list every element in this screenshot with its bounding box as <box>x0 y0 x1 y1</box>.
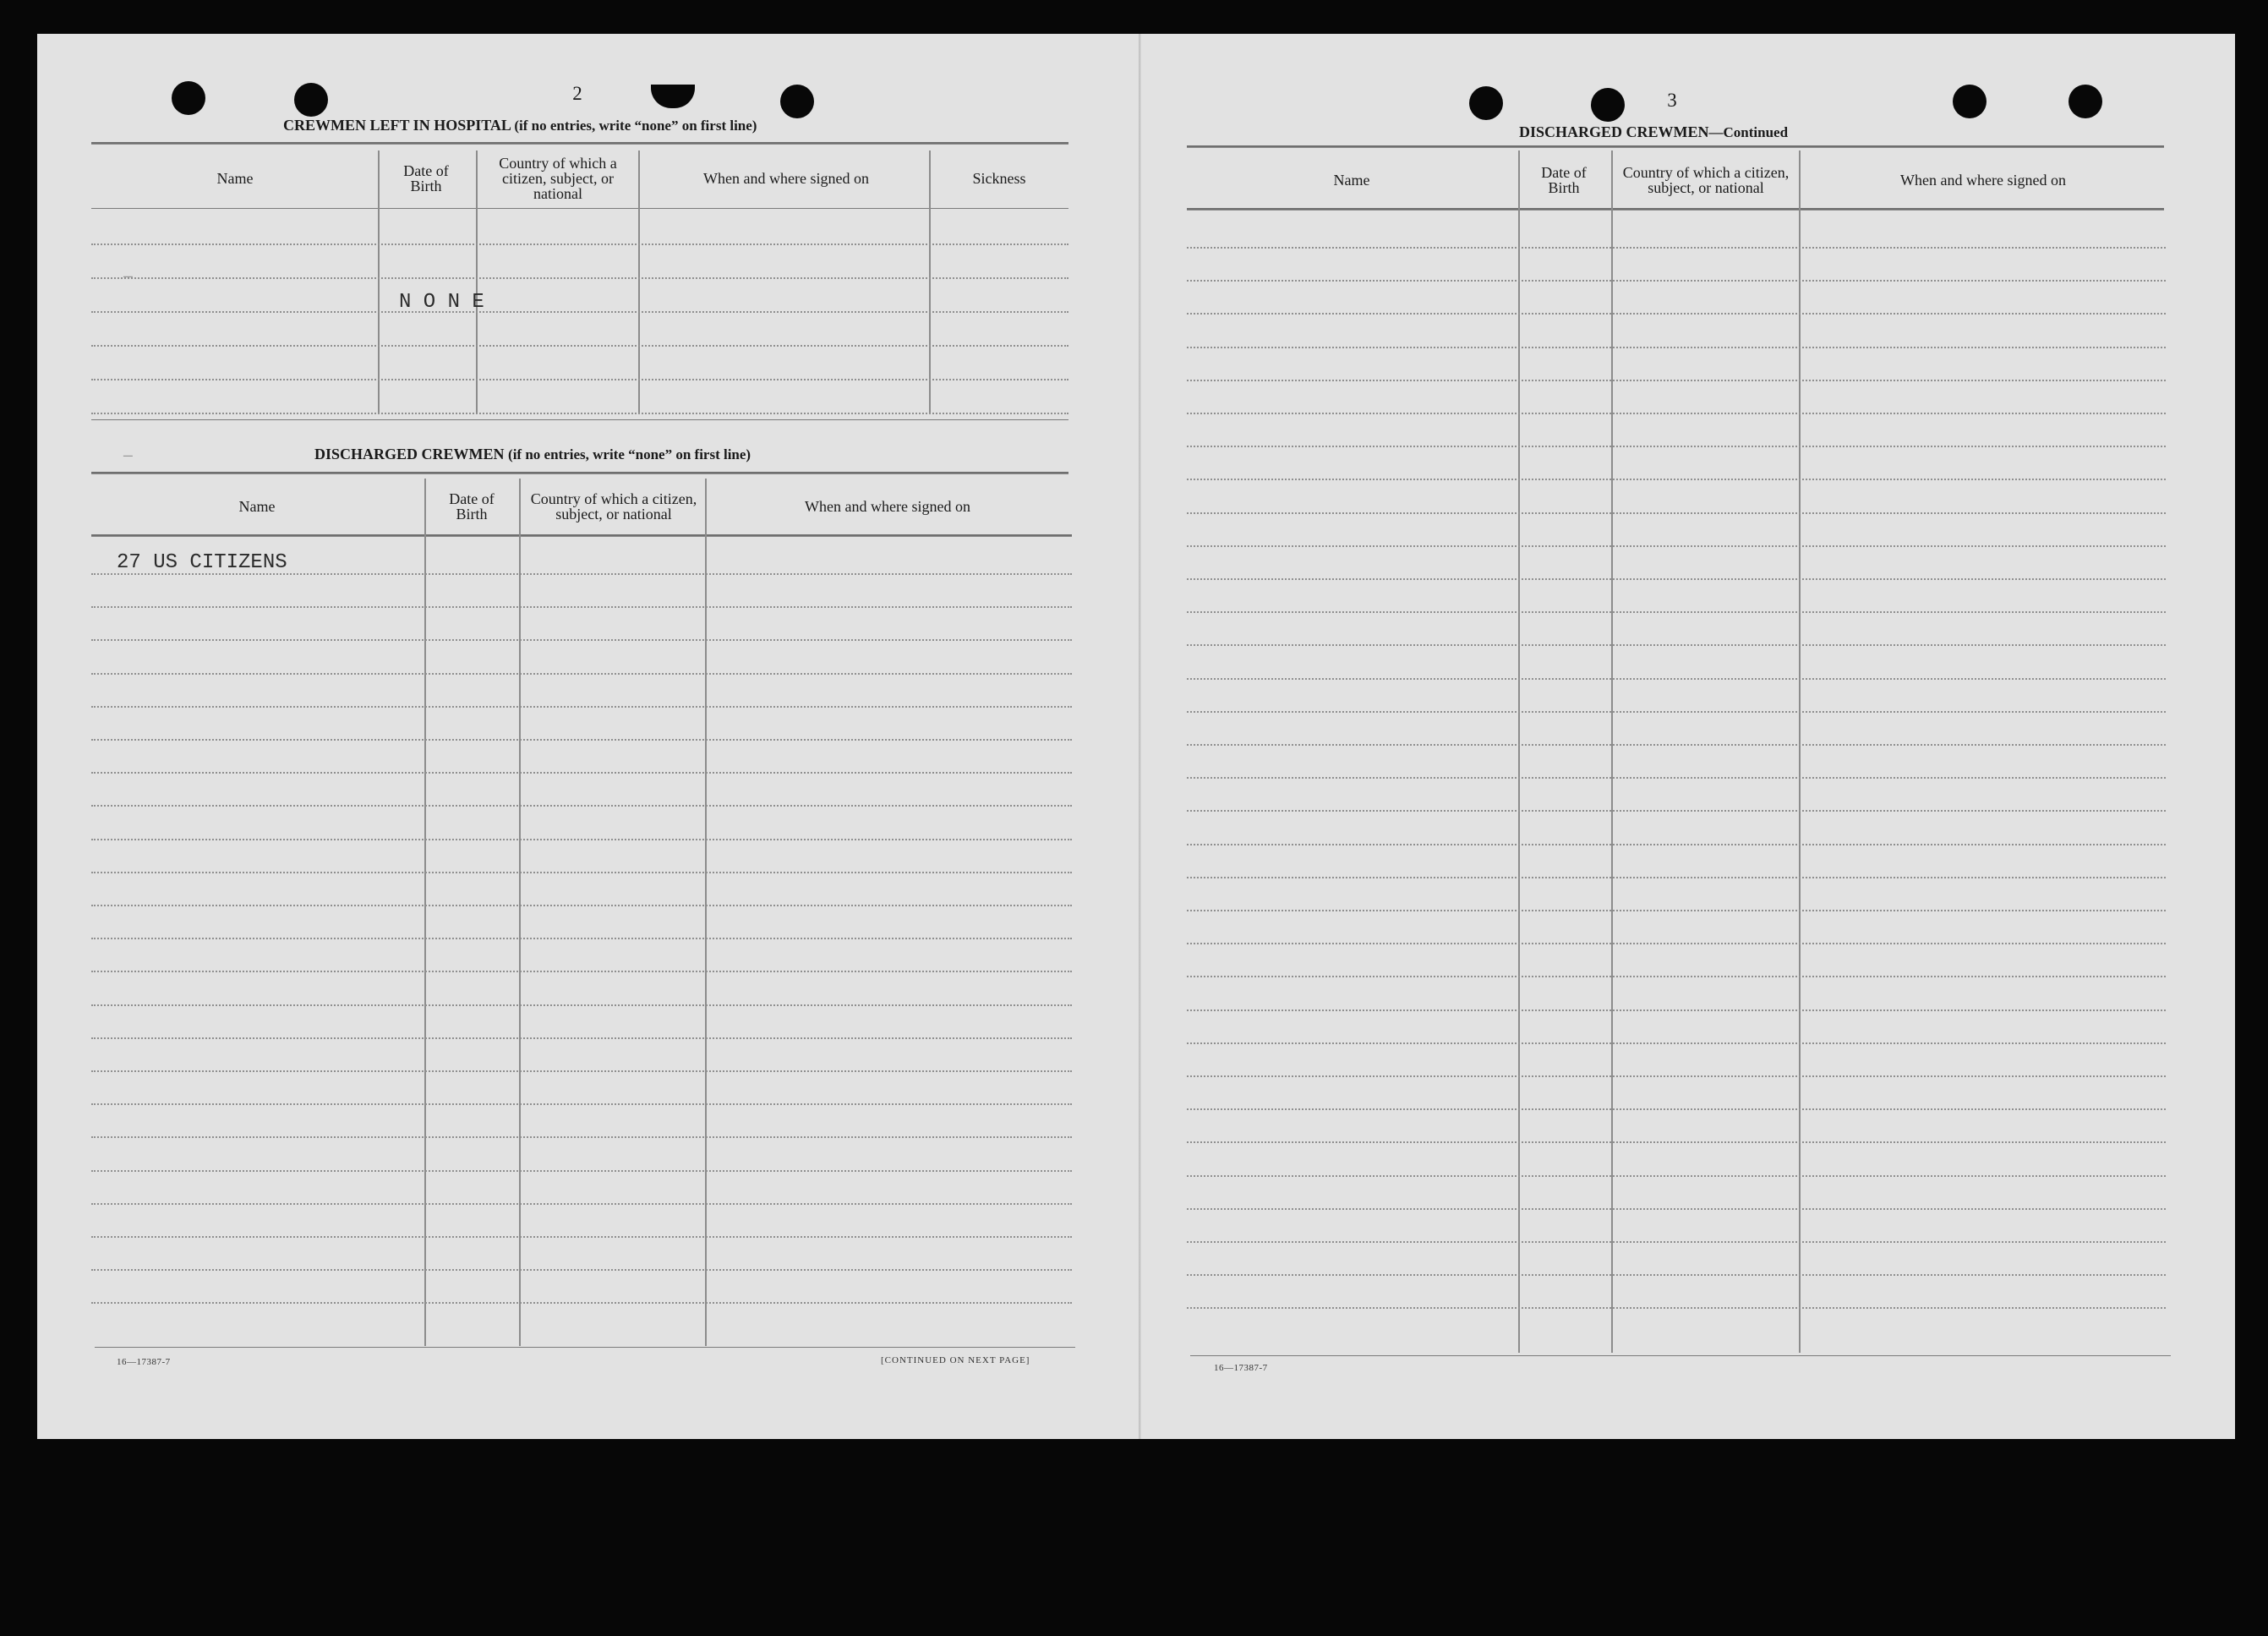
ruled-line <box>1187 1175 2166 1177</box>
ruled-line <box>1187 1141 2166 1143</box>
hospital-row-line <box>91 413 1068 414</box>
hospital-divider <box>378 150 380 414</box>
discharged-section-title <box>314 446 751 463</box>
hospital-divider <box>638 150 640 414</box>
hospital-title-text: CREWMEN LEFT IN HOSPITAL <box>283 117 511 134</box>
right-title-text: DISCHARGED CREWMEN <box>1519 123 1709 140</box>
right-col-name: Name <box>1333 172 1370 189</box>
hospital-instruction: (if no entries, write “none” on first line) <box>514 118 757 134</box>
ruled-line <box>1187 578 2166 580</box>
right-col-country: Country of which a citizen, subject, or national <box>1622 164 1790 196</box>
ruled-line <box>1187 1307 2166 1309</box>
hospital-top-rule <box>91 142 1068 145</box>
ruled-line <box>91 872 1072 873</box>
discharged-col-country: Country of which a citizen, subject, or national <box>530 490 697 523</box>
ruled-line <box>1187 844 2166 845</box>
ruled-line <box>1187 512 2166 514</box>
ruled-line <box>1187 479 2166 480</box>
left-page-number: 2 <box>572 83 582 104</box>
hospital-col-dob: Date of Birth <box>403 162 449 194</box>
ruled-line <box>91 606 1072 608</box>
discharged-col-signed-on: When and where signed on <box>805 498 970 515</box>
right-title-suffix: —Continued <box>1708 124 1789 140</box>
ruled-line <box>1187 744 2166 746</box>
right-divider <box>1799 150 1801 1353</box>
ruled-line <box>1187 877 2166 878</box>
ruled-line <box>91 938 1072 939</box>
ruled-line <box>1187 247 2166 249</box>
punch-hole <box>2069 85 2102 118</box>
discharged-col-dob: Date of Birth <box>449 490 495 523</box>
ruled-line <box>1187 1274 2166 1276</box>
ruled-line <box>1187 1208 2166 1210</box>
hospital-col-country: Country of which a citizen, subject, or national <box>499 155 617 202</box>
ruled-line <box>1187 644 2166 646</box>
bleed-through-mark: — <box>123 448 133 465</box>
ruled-line <box>91 839 1072 840</box>
ruled-line <box>1187 910 2166 911</box>
ruled-line <box>1187 1010 2166 1011</box>
ruled-line <box>91 739 1072 741</box>
ruled-line <box>91 1070 1072 1072</box>
punch-hole <box>1591 88 1625 122</box>
hospital-header-rule <box>91 208 1068 209</box>
punch-hole <box>1953 85 1987 118</box>
discharged-divider <box>705 479 707 1346</box>
hospital-entry-none: N O N E <box>399 291 484 314</box>
discharged-top-rule <box>91 472 1068 474</box>
hospital-row-line <box>91 243 1068 245</box>
right-col-signed-on: When and where signed on <box>1900 172 2066 189</box>
ruled-line <box>91 1302 1072 1304</box>
punch-hole <box>780 85 814 118</box>
ruled-line <box>91 706 1072 708</box>
hospital-row-line <box>91 345 1068 347</box>
page-fold <box>1139 34 1141 1439</box>
discharged-header-rule <box>91 534 1072 537</box>
right-form-number: 16—17387-7 <box>1214 1363 1268 1373</box>
ruled-line <box>91 639 1072 641</box>
ruled-line <box>91 673 1072 675</box>
right-divider <box>1518 150 1520 1353</box>
hospital-col-name: Name <box>216 170 254 187</box>
hospital-section-title <box>283 117 757 134</box>
hospital-divider <box>929 150 931 414</box>
ruled-line <box>1187 1042 2166 1044</box>
ruled-line <box>1187 1075 2166 1077</box>
left-form-number: 16—17387-7 <box>117 1357 171 1367</box>
discharged-title-text: DISCHARGED CREWMEN <box>314 446 505 462</box>
right-header-rule <box>1187 208 2164 211</box>
ruled-line <box>1187 711 2166 713</box>
ruled-line <box>91 971 1072 972</box>
ruled-line <box>1187 976 2166 977</box>
ruled-line <box>1187 313 2166 315</box>
punch-hole <box>172 81 205 115</box>
discharged-divider <box>424 479 426 1346</box>
ruled-line <box>1187 280 2166 282</box>
ruled-line <box>1187 347 2166 348</box>
discharged-divider <box>519 479 521 1346</box>
continued-note: [CONTINUED ON NEXT PAGE] <box>881 1355 1030 1365</box>
discharged-instruction: (if no entries, write “none” on first line) <box>508 446 751 462</box>
ruled-line <box>1187 777 2166 779</box>
right-top-rule <box>1187 145 2164 148</box>
left-bottom-rule <box>95 1347 1075 1348</box>
discharged-col-name: Name <box>238 498 276 515</box>
discharged-entry: 27 US CITIZENS <box>117 551 287 574</box>
ruled-line <box>91 1136 1072 1138</box>
ruled-line <box>91 772 1072 774</box>
punch-hole <box>1469 86 1503 120</box>
ruled-line <box>1187 810 2166 812</box>
discharged-pre-rule <box>91 419 1068 420</box>
ruled-line <box>1187 380 2166 381</box>
hospital-row-line <box>91 379 1068 380</box>
ruled-line <box>1187 611 2166 613</box>
hospital-row-line <box>91 277 1068 279</box>
ruled-line <box>91 1004 1072 1006</box>
ruled-line <box>91 1269 1072 1271</box>
ruled-line <box>1187 545 2166 547</box>
ruled-line <box>91 1170 1072 1172</box>
ruled-line <box>91 905 1072 906</box>
right-page-number: 3 <box>1667 90 1677 111</box>
hospital-row-line <box>91 311 1068 313</box>
right-col-dob: Date of Birth <box>1541 164 1587 196</box>
ruled-line <box>91 1103 1072 1105</box>
hospital-divider <box>476 150 478 414</box>
right-bottom-rule <box>1190 1355 2171 1356</box>
ruled-line <box>1187 943 2166 944</box>
ruled-line <box>1187 446 2166 447</box>
punch-hole <box>294 83 328 117</box>
hospital-col-sickness: Sickness <box>972 170 1026 187</box>
hospital-col-signed-on: When and where signed on <box>703 170 869 187</box>
ruled-line <box>91 1203 1072 1205</box>
ruled-line <box>91 805 1072 807</box>
right-section-title <box>1519 123 1788 141</box>
ruled-line <box>1187 413 2166 414</box>
ruled-line <box>1187 1108 2166 1110</box>
bleed-through-mark: — <box>123 269 133 286</box>
right-divider <box>1611 150 1613 1353</box>
ruled-line <box>1187 678 2166 680</box>
ruled-line <box>91 1037 1072 1039</box>
ruled-line <box>1187 1241 2166 1243</box>
ruled-line <box>91 1236 1072 1238</box>
